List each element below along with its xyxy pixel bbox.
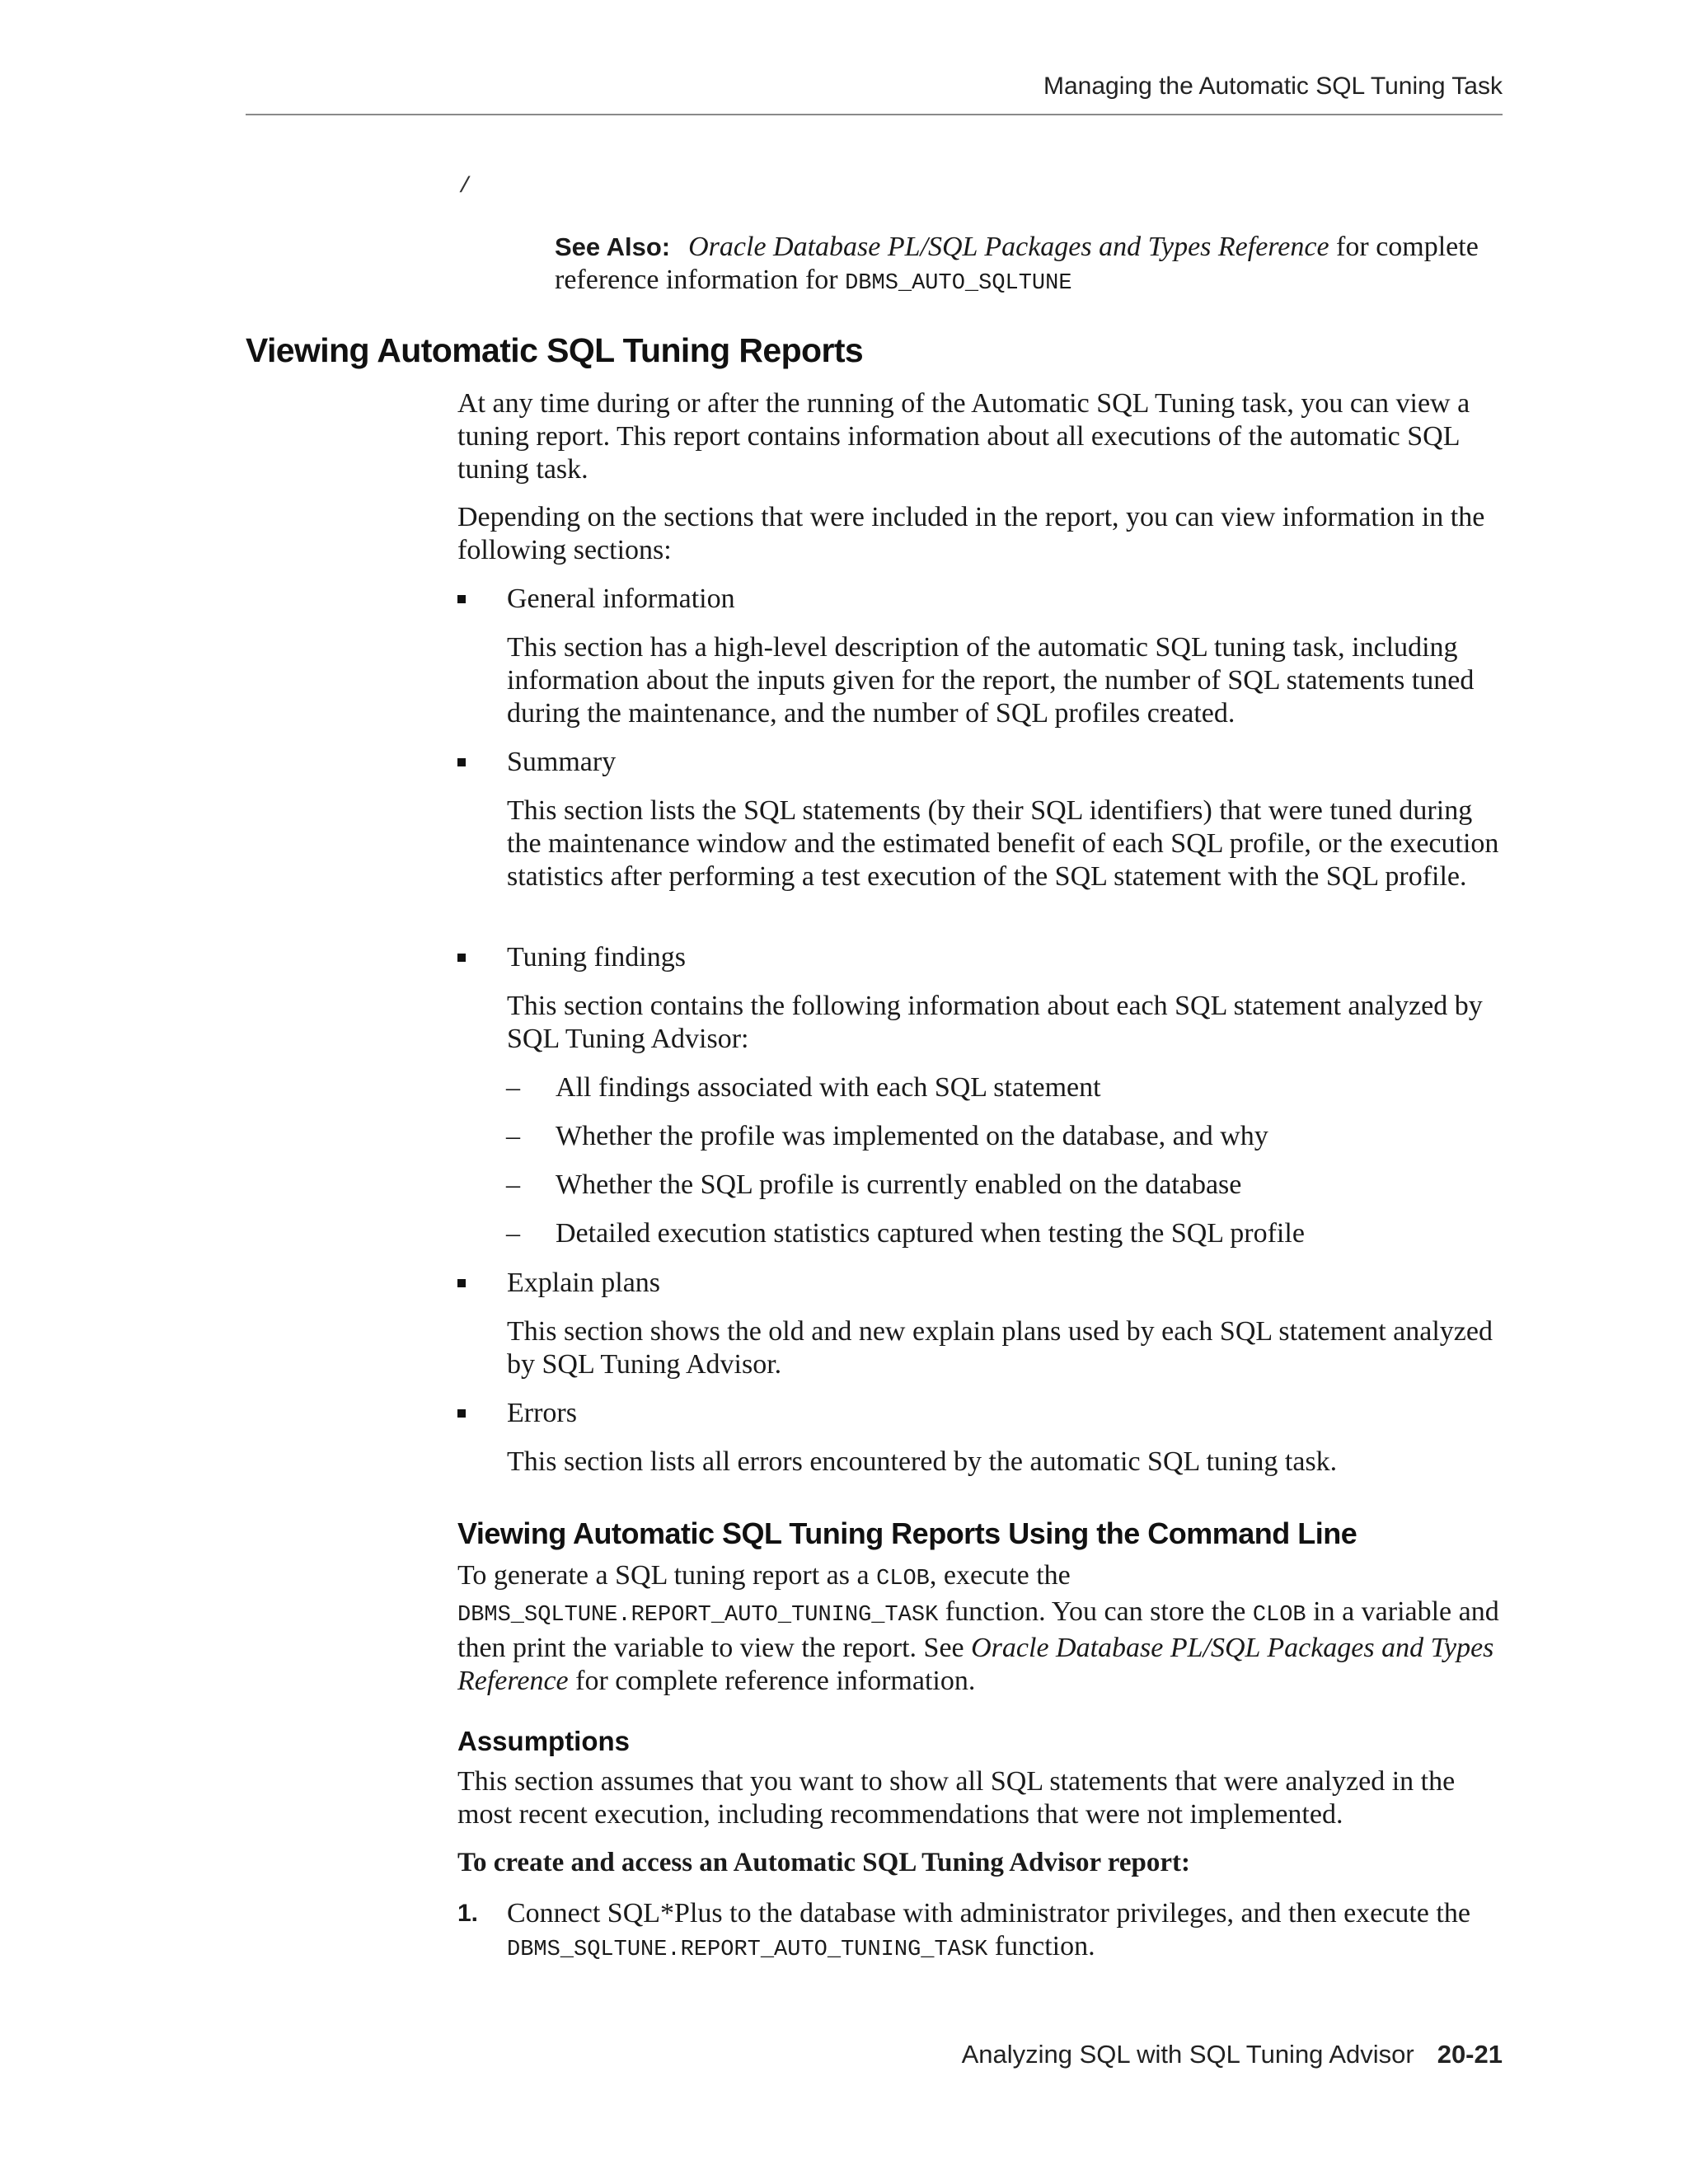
see-also-code: DBMS_AUTO_SQLTUNE	[845, 271, 1072, 296]
intro-paragraph: At any time during or after the running of the Automatic SQL Tuning task, you can view a tuning report. This report contains information about all executions of the automatic SQL tuning task.	[457, 388, 1470, 485]
inline-code: CLOB	[1252, 1603, 1306, 1628]
dash-icon: –	[506, 1121, 520, 1151]
header-rule	[246, 114, 1503, 115]
list-item-label: Errors	[507, 1398, 577, 1428]
list-item-description: This section lists the SQL statements (by their SQL identifiers) that were tuned during the maintenance window and the estimated benefit of each SQL profile, or the execution statistics after performing a test execution of the SQL statement with the SQL profile.	[507, 795, 1499, 892]
code-fragment: /	[458, 175, 472, 199]
running-header: Managing the Automatic SQL Tuning Task	[1043, 73, 1503, 100]
see-also-note	[555, 231, 1511, 300]
bullet-square-icon	[457, 1279, 466, 1287]
list-item-label: General information	[507, 583, 735, 614]
dash-icon: –	[506, 1218, 520, 1249]
footer-title: Analyzing SQL with SQL Tuning Advisor	[961, 2040, 1414, 2069]
sections-paragraph: Depending on the sections that were included in the report, you can view information in the following sections:	[457, 502, 1485, 565]
list-item-label: Explain plans	[507, 1268, 661, 1298]
subsection-heading: Viewing Automatic SQL Tuning Reports Using the Command Line	[457, 1516, 1357, 1550]
inline-code: DBMS_SQLTUNE.REPORT_AUTO_TUNING_TASK	[457, 1603, 939, 1628]
list-item-description: This section shows the old and new explain plans used by each SQL statement analyzed by SQL Tuning Advisor.	[507, 1316, 1493, 1380]
page-number: 20-21	[1437, 2040, 1503, 2069]
see-also-label: See Also:	[555, 232, 671, 261]
assumptions-heading: Assumptions	[457, 1726, 631, 1756]
step-number: 1.	[457, 1900, 479, 1927]
inline-code: CLOB	[876, 1567, 930, 1591]
command-line-paragraph: To generate a SQL tuning report as a CLOB, execute the DBMS_SQLTUNE.REPORT_AUTO_TUNING_TASK function. You can store the CLOB in a variable and then print the variable to view the report. See Oracle Database PL/SQL Packages and Types Reference for complete reference information.	[457, 1560, 1499, 1696]
procedure-title: To create and access an Automatic SQL Tuning Advisor report:	[457, 1848, 1190, 1877]
section-heading: Viewing Automatic SQL Tuning Reports	[246, 331, 864, 369]
reference-link[interactable]: Oracle Database PL/SQL Packages and Types Reference	[457, 1633, 1494, 1696]
dash-icon: –	[506, 1072, 520, 1103]
page-footer	[246, 2040, 1503, 2069]
assumptions-paragraph: This section assumes that you want to show all SQL statements that were analyzed in the most recent execution, including recommendations that were not implemented.	[457, 1766, 1456, 1830]
document-page: Managing the Automatic SQL Tuning Task / See Also: Oracle Database PL/SQL Packages and Types Reference for complete reference information for DBMS_AUTO_SQLTUNE Viewing Automatic SQL Tuning Reports At any time during or after the running of the Automatic SQL Tuning task, you can view a tuning report. This report contains information about all executions of the automatic SQL tuning task. Depending on the sections that were included in the report, you can view information in the following sections: General information This section has a high-level description of the automatic SQL tuning task, including information about the inputs given for the report, the number of SQL statements tuned during the maintenance, and the number of SQL profiles created. Summary This section lists the SQL statements (by their SQL identifiers) that were tuned during the maintenance window and the estimated benefit of each SQL profile, or the execution statistics after performing a test execution of the SQL statement with the SQL profile. Tuning findings This section contains the following information about each SQL statement analyzed by SQL Tuning Advisor: – All findings associated with each SQL statement – Whether the profile was implemented on the database, and why – Whether the SQL profile is currently enabled on the database – Detailed execution statistics captured when testing the SQL profile Explain plans This section shows the old and new explain plans used by each SQL statement analyzed by SQL Tuning Advisor. Errors This section lists all errors encountered by the automatic SQL tuning task. Viewing Automatic SQL Tuning Reports Using the Command Line To generate a SQL tuning report as a CLOB, execute the DBMS_SQLTUNE.REPORT_AUTO_TUNING_TASK function. You can store the CLOB in a variable and then print the variable to view the report. See Oracle Database PL/SQL Packages and Types Reference for complete reference information. Assumptions This section assumes that you want to show all SQL statements that were analyzed in the most recent execution, including recommendations that were not implemented. To create and access an Automatic SQL Tuning Advisor report: 1. Connect SQL*Plus to the database with administrator privileges, and then execute the DBMS_SQLTUNE.REPORT_AUTO_TUNING_TASK function. Analyzing SQL with SQL Tuning Advisor 20-21	[0, 0, 1688, 2184]
see-also-reference-link[interactable]: Oracle Database PL/SQL Packages and Types Reference	[688, 232, 1329, 262]
bullet-square-icon	[457, 758, 466, 766]
dash-icon: –	[506, 1169, 520, 1200]
list-item-label: Summary	[507, 747, 617, 777]
list-item-description: This section lists all errors encountered by the automatic SQL tuning task.	[507, 1446, 1338, 1477]
bullet-square-icon	[457, 954, 466, 962]
step-text: Connect SQL*Plus to the database with administrator privileges, and then execute the DBMS_SQLTUNE.REPORT_AUTO_TUNING_TASK function.	[507, 1898, 1470, 1962]
list-item-description: This section contains the following information about each SQL statement analyzed by SQL Tuning Advisor:	[507, 991, 1483, 1054]
list-item-label: Tuning findings	[507, 942, 686, 972]
list-item-description: This section has a high-level description of the automatic SQL tuning task, including information about the inputs given for the report, the number of SQL statements tuned during the maintenance, and the number of SQL profiles created.	[507, 632, 1475, 729]
bullet-square-icon	[457, 1409, 466, 1418]
see-also-text: for complete reference information for	[555, 232, 1479, 295]
bullet-square-icon	[457, 595, 466, 603]
inline-code: DBMS_SQLTUNE.REPORT_AUTO_TUNING_TASK	[507, 1938, 988, 1962]
